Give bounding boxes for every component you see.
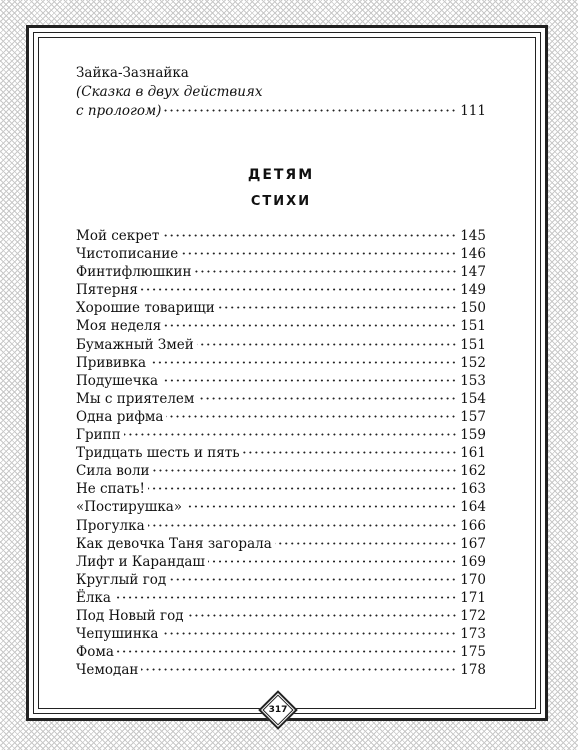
toc-list	[76, 227, 486, 679]
toc-entry-page: 173	[460, 626, 486, 643]
leader-dots	[197, 397, 457, 400]
toc-entry-title: Подушечка	[76, 372, 159, 389]
toc-entry-title: Моя неделя	[76, 318, 162, 335]
toc-entry-title: Пятерня	[76, 282, 138, 299]
toc-entry-title: Прививка	[76, 354, 147, 371]
toc-entry[interactable]	[76, 571, 486, 589]
leader-dots	[164, 109, 457, 112]
toc-entry-page: 152	[460, 354, 486, 371]
leader-dots	[169, 578, 457, 581]
toc-entry[interactable]	[76, 245, 486, 263]
toc-entry-page: 157	[460, 408, 486, 425]
leader-dots	[117, 650, 457, 653]
toc-entry-page: 151	[460, 318, 486, 335]
toc-entry-page: 145	[460, 228, 486, 244]
toc-entry[interactable]	[76, 535, 486, 553]
leader-dots	[195, 270, 457, 273]
toc-entry[interactable]	[76, 281, 486, 299]
leader-dots	[197, 343, 457, 346]
toc-entry-title: Грипп	[76, 427, 121, 444]
leader-dots	[187, 614, 457, 617]
section-heading: ДЕТЯМ	[247, 167, 315, 183]
toc-entry[interactable]	[76, 480, 486, 498]
toc-entry-title: Мы с приятелем	[76, 390, 195, 407]
toc-entry-page: 164	[460, 499, 486, 516]
section-subheading: СТИХИ	[250, 194, 312, 209]
leader-dots	[164, 324, 457, 327]
leader-dots	[208, 560, 457, 563]
toc-entry[interactable]	[76, 408, 486, 426]
toc-entry[interactable]	[76, 426, 486, 444]
toc-entry-title: Тридцать шесть и пять	[76, 445, 240, 462]
leader-dots	[124, 433, 457, 436]
toc-entry-page: 146	[460, 246, 486, 263]
toc-entry[interactable]	[76, 625, 486, 643]
toc-entry[interactable]	[76, 643, 486, 661]
leader-dots	[141, 668, 457, 671]
toc-entry[interactable]	[76, 607, 486, 625]
toc-entry-page: 153	[460, 372, 486, 389]
toc-entry-page: 154	[460, 390, 486, 407]
top-entry-page: 111	[460, 103, 486, 119]
top-entry	[76, 64, 486, 120]
leader-dots	[275, 542, 457, 545]
toc-entry[interactable]	[76, 498, 486, 516]
toc-entry[interactable]	[76, 553, 486, 571]
toc-entry-title: Под Новый год	[76, 607, 184, 624]
toc-entry[interactable]	[76, 372, 486, 390]
toc-entry-page: 178	[460, 662, 486, 679]
toc-entry-title: Прогулка	[76, 517, 145, 534]
toc-entry-page: 175	[460, 644, 486, 661]
toc-entry-page: 149	[460, 282, 486, 299]
toc-entry-page: 162	[460, 463, 486, 480]
toc-entry-page: 150	[460, 300, 486, 317]
toc-entry[interactable]	[76, 390, 486, 408]
toc-entry-title: Бумажный Змей	[76, 336, 194, 353]
leader-dots	[185, 505, 457, 508]
leader-dots	[148, 487, 457, 490]
toc-entry-title: Сила воли	[76, 463, 150, 480]
toc-entry-title: Финтифлюшкин	[76, 264, 192, 281]
toc-entry[interactable]	[76, 263, 486, 281]
toc-entry-title: Чепушинка	[76, 626, 159, 643]
toc-entry-page: 161	[460, 445, 486, 462]
leader-dots	[148, 524, 457, 527]
toc-entry-title: Чистописание	[76, 246, 179, 263]
toc-entry[interactable]	[76, 661, 486, 679]
toc-entry-title: Как девочка Таня загорала	[76, 535, 272, 552]
toc-entry-page: 169	[460, 553, 486, 570]
leader-dots	[162, 234, 457, 237]
toc-entry[interactable]	[76, 444, 486, 462]
toc-entry-title: Мой секрет	[76, 228, 160, 244]
toc-entry-page: 166	[460, 517, 486, 534]
toc-entry-title: Не спать!	[76, 481, 145, 498]
toc-entry[interactable]	[76, 317, 486, 335]
toc-entry-page: 172	[460, 607, 486, 624]
toc-entry-title: Круглый год	[76, 571, 167, 588]
toc-entry-title: Фома	[76, 644, 114, 661]
toc-entry-title: Ёлка	[76, 589, 111, 606]
leader-dots	[166, 415, 457, 418]
toc-entry-title: Хорошие товарищи	[76, 300, 215, 317]
toc-entry-page: 163	[460, 481, 486, 498]
toc-entry-page: 151	[460, 336, 486, 353]
toc-entry-page: 170	[460, 571, 486, 588]
leader-dots	[114, 596, 457, 599]
leader-dots	[153, 469, 457, 472]
leader-dots	[161, 632, 457, 635]
page-number-badge	[264, 696, 292, 724]
leader-dots	[218, 306, 457, 309]
leader-dots	[149, 361, 457, 364]
leader-dots	[243, 451, 457, 454]
toc-entry-page: 167	[460, 535, 486, 552]
toc-entry[interactable]	[76, 227, 486, 245]
toc-entry[interactable]	[76, 589, 486, 607]
leader-dots	[141, 288, 457, 291]
leader-dots	[181, 252, 457, 255]
toc-entry[interactable]	[76, 354, 486, 372]
top-entry-subtitle-line1: (Сказка в двух действиях	[76, 84, 263, 100]
toc-entry[interactable]	[76, 517, 486, 535]
page-number: 317	[268, 705, 288, 715]
toc-entry[interactable]	[76, 462, 486, 480]
toc-entry-page: 147	[460, 264, 486, 281]
toc-entry[interactable]	[76, 299, 486, 317]
top-entry-title: Зайка-Зазнайка	[76, 65, 189, 81]
toc-entry-title: «Постирушка»	[76, 499, 183, 516]
toc-entry-title: Чемодан	[76, 662, 139, 679]
top-entry-subtitle-line2: с прологом)	[76, 103, 162, 119]
top-entry-row[interactable]	[76, 102, 486, 120]
toc-entry-page: 171	[460, 589, 486, 606]
leader-dots	[161, 379, 457, 382]
toc-entry-title: Одна рифма	[76, 408, 164, 425]
toc-entry[interactable]	[76, 336, 486, 354]
toc-entry-title: Лифт и Карандаш	[76, 553, 205, 570]
toc-entry-page: 159	[460, 427, 486, 444]
